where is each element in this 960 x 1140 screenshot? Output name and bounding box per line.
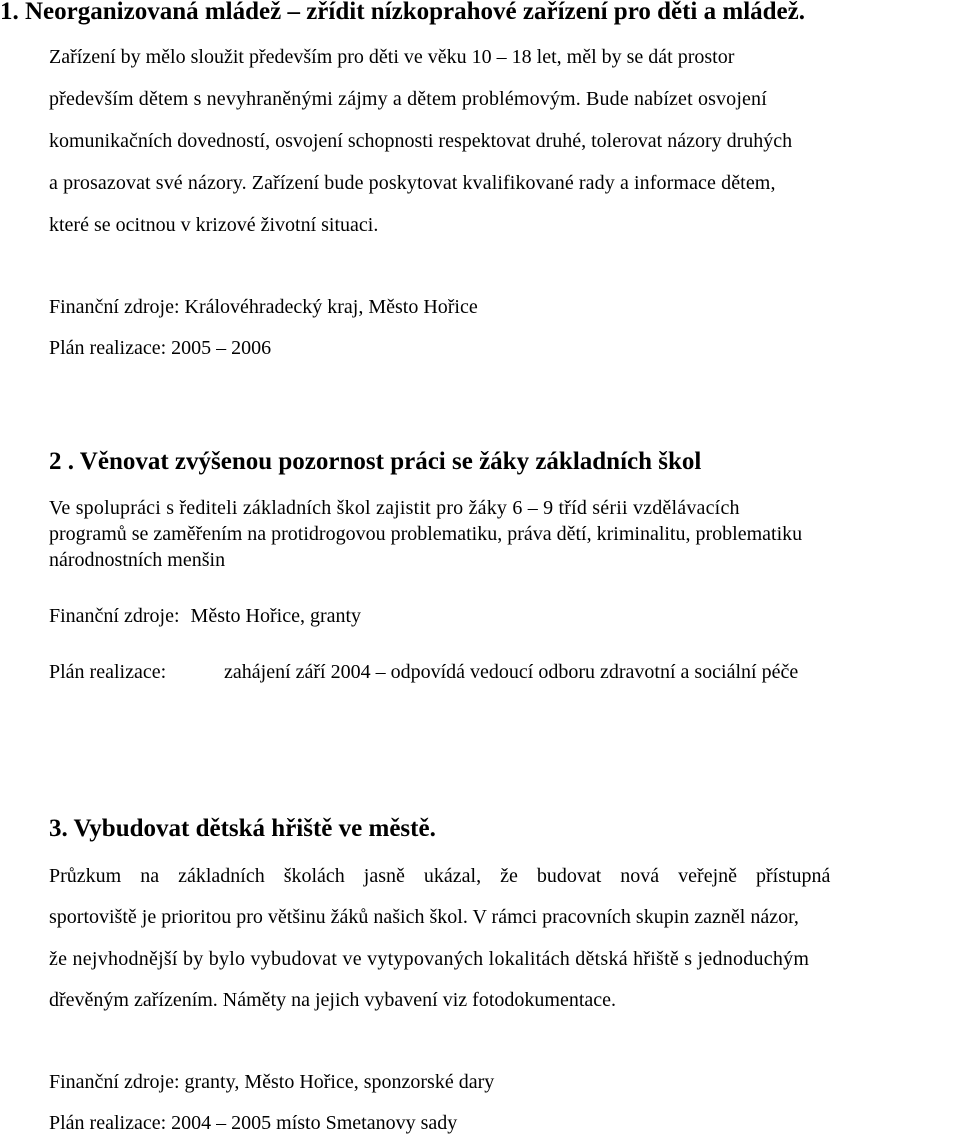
section-1-line-5: které se ocitnou v krizové životní situaci.	[49, 214, 379, 236]
section-2-line-1: Ve spolupráci s řediteli základních škol zajistit pro žáky 6 – 9 tříd sérii vzdělávacích	[49, 497, 740, 519]
section-1-heading: 1. Neorganizovaná mládež – zřídit nízkoprahové zařízení pro děti a mládež.	[0, 0, 805, 25]
section-3-line-1: Průzkum na základních školách jasně ukázal, že budovat nová veřejně přístupná	[49, 865, 831, 887]
section-2-plan-label: Plán realizace:	[49, 661, 167, 683]
section-3-plan: Plán realizace: 2004 – 2005 místo Smetanovy sady	[49, 1112, 458, 1134]
section-2-line-2: programů se zaměřením na protidrogovou problematiku, práva dětí, kriminalitu, problematiku	[49, 523, 803, 545]
section-1-line-2: především dětem s nevyhraněnými zájmy a dětem problémovým. Bude nabízet osvojení	[49, 88, 767, 110]
section-1-funding: Finanční zdroje: Královéhradecký kraj, Město Hořice	[49, 296, 478, 318]
section-2-heading: 2 . Věnovat zvýšenou pozornost práci se žáky základních škol	[49, 448, 702, 475]
section-3-line-4: dřevěným zařízením. Náměty na jejich vybavení viz fotodokumentace.	[49, 989, 617, 1011]
section-2-funding-row	[49, 605, 361, 628]
section-3-line-2: sportoviště je prioritou pro většinu žáků našich škol. V rámci pracovních skupin zazněl názor,	[49, 906, 799, 928]
section-2-funding-label: Finanční zdroje:	[49, 605, 180, 627]
section-3-heading: 3. Vybudovat dětská hřiště ve městě.	[49, 815, 436, 842]
section-3-line-3: že nejvhodnější by bylo vybudovat ve vytypovaných lokalitách dětská hřiště s jednoduchým	[49, 948, 810, 970]
section-1-line-3: komunikačních dovedností, osvojení schopnosti respektovat druhé, tolerovat názory druhých	[49, 130, 793, 152]
section-3-funding: Finanční zdroje: granty, Město Hořice, sponzorské dary	[49, 1071, 495, 1093]
section-2-funding-value: Město Hořice, granty	[190, 605, 362, 627]
section-2-line-3: národnostních menšin	[49, 549, 226, 571]
section-1-plan: Plán realizace: 2005 – 2006	[49, 337, 272, 359]
section-1-line-1: Zařízení by mělo sloužit především pro děti ve věku 10 – 18 let, měl by se dát prostor	[49, 46, 735, 68]
section-2-plan-value: zahájení září 2004 – odpovídá vedoucí odboru zdravotní a sociální péče	[224, 661, 799, 683]
section-1-line-4: a prosazovat své názory. Zařízení bude poskytovat kvalifikované rady a informace dětem,	[49, 172, 776, 194]
section-2-plan-row	[49, 661, 798, 684]
